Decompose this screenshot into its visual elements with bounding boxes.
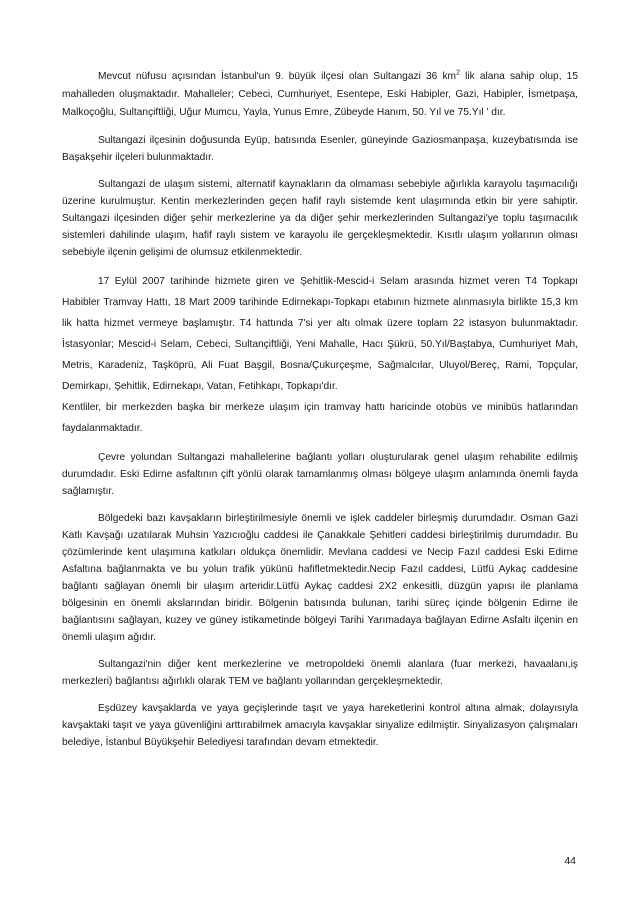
paragraph-bus-lines: Kentliler, bir merkezden başka bir merkeze ulaşım için tramvay hattı haricinde otobüs ve minibüs hatlarından faydalanmaktadır. — [62, 402, 578, 434]
superscript-squared: 2 — [456, 69, 460, 77]
paragraph-junctions: Bölgedeki bazı kavşakların birleştirilmesiyle önemli ve işlek caddeler birleşmiş durumdadır. Osman Gazi Katlı Kavşağı uzatılarak Muhsin Yazıcıoğlu caddesi ile Çanakkale Şehitleri caddesi birleştirilmiş durumdadır. Bu çözümlerinde kent ulaşımına katkıları oldukça önemlidir. Mevlana caddesi ve Necip Fazıl caddesi Eski Edirne Asfaltına bağlanmakta ve bu yolun trafik yükünü hafifletmektedir.Necip Fazıl caddesi, Lütfü Aykaç caddesine bağlantı sağlayan önemli bir ulaşım arteridir.Lütfü Aykaç caddesi 2X2 enkesitli, düzgün yapısı ile planlama bölgesinin en önemli akslarından biridir. Bölgenin batısında bulunan, tarihi süreç içinde bölgenin Edirne ile bağlantısını sağlayan, kuzey ve güney istikametinde bölgeyi Tarihi Yarımadaya bağlayan Edirne Asfaltı ilçenin en önemli ulaşım ağıdır. — [62, 513, 578, 643]
paragraph-ring-road: Çevre yolundan Sultangazi mahallelerine bağlantı yolları oluşturularak genel ulaşım rehabilite edilmiş durumdadır. Eski Edirne asfaltının çift yönlü olarak tamamlanmış olması bölgeye ulaşım anlamında önemli fayda sağlamıştır. — [62, 452, 578, 497]
paragraph-population — [62, 68, 578, 122]
page-number: 44 — [564, 855, 576, 867]
document-body — [62, 68, 578, 761]
paragraph-transport-system: Sultangazi de ulaşım sistemi, alternatif kaynakların da olmaması sebebiyle ağırlıkla karayolu taşımacılığı üzerine kurulmuştur. Kentin merkezlerinden geçen hafif raylı sistemde kent ulaşımında etkin bir yere sahiptir. Sultangazi ilçesinden diğer şehir merkezlerine ya da diğer şehir merkezlerinden Sultangazi'ye toplu taşımacılık sistemleri dahilinde ulaşım, hafif raylı sistem ve karayolu ile gerçekleşmektedir. Kısıtlı ulaşım yollarının olması sebebiyle ilçenin gelişimi de olumsuz etkilenmektedir. — [62, 179, 578, 258]
paragraph-tram-line: 17 Eylül 2007 tarihinde hizmete giren ve Şehitlik-Mescid-i Selam arasında hizmet veren T4 Topkapı Habibler Tramvay Hattı, 18 Mart 2009 tarihinde Edirnekapı-Topkapı etabının hizmete alınmasıyla birlikte 15,3 km lik hatta hizmet vermeye başlamıştır. T4 hattında 7'si yer altı olmak üzere toplam 22 istasyon bulunmaktadır. İstasyonlar; Mescid-i Selam, Cebeci, Sultançiftliği, Yeni Mahalle, Hacı Şükrü, 50.Yıl/Baştabya, Cumhuriyet Mah, Metris, Karadeniz, Taşköprü, Ali Fuat Başgil, Bosna/Çukurçeşme, Sağmalcılar, Uluyol/Bereç, Rami, Topçular, Demirkapı, Şehitlik, Edirnekapı, Vatan, Fetihkapı, Topkapı'dır. — [62, 276, 578, 392]
paragraph-population-text-cont: lik alana sahip olup, 15 mahalleden oluşmaktadır. Mahalleler; Cebeci, Cumhuriyet, Esentepe, Eski Habipler, Gazi, Habipler, İsmetpaşa, Malkoçoğlu, Sultançiftliği, Uğur Mumcu, Yayla, Yunus Emre, Zübeyde Hanım, 50. Yıl ve 75.Yıl ' dır. — [62, 71, 579, 118]
paragraph-neighbors: Sultangazi ilçesinin doğusunda Eyüp, batısında Esenler, güneyinde Gaziosmanpaşa, kuzeybatısında ise Başakşehir ilçeleri bulunmaktadır. — [62, 135, 578, 163]
paragraph-population-text: Mevcut nüfusu açısından İstanbul'un 9. büyük ilçesi olan Sultangazi 36 km — [98, 71, 457, 82]
paragraph-signalization: Eşdüzey kavşaklarda ve yaya geçişlerinde taşıt ve yaya hareketlerini kontrol altına almak, dolayısıyla kavşaktaki taşıt ve yaya güvenliğini arttırabilmek amacıyla kavşaklar sinyalize edilmiştir. Sinyalizasyon çalışmaları belediye, İstanbul Büyükşehir Belediyesi tarafından devam etmektedir. — [62, 703, 578, 748]
paragraph-connections: Sultangazi'nin diğer kent merkezlerine ve metropoldeki önemli alanlara (fuar merkezi, havaalanı,iş merkezleri) bağlantısı ağırlıklı olarak TEM ve bağlantı yollarından gerçekleşmektedir. — [62, 659, 578, 687]
